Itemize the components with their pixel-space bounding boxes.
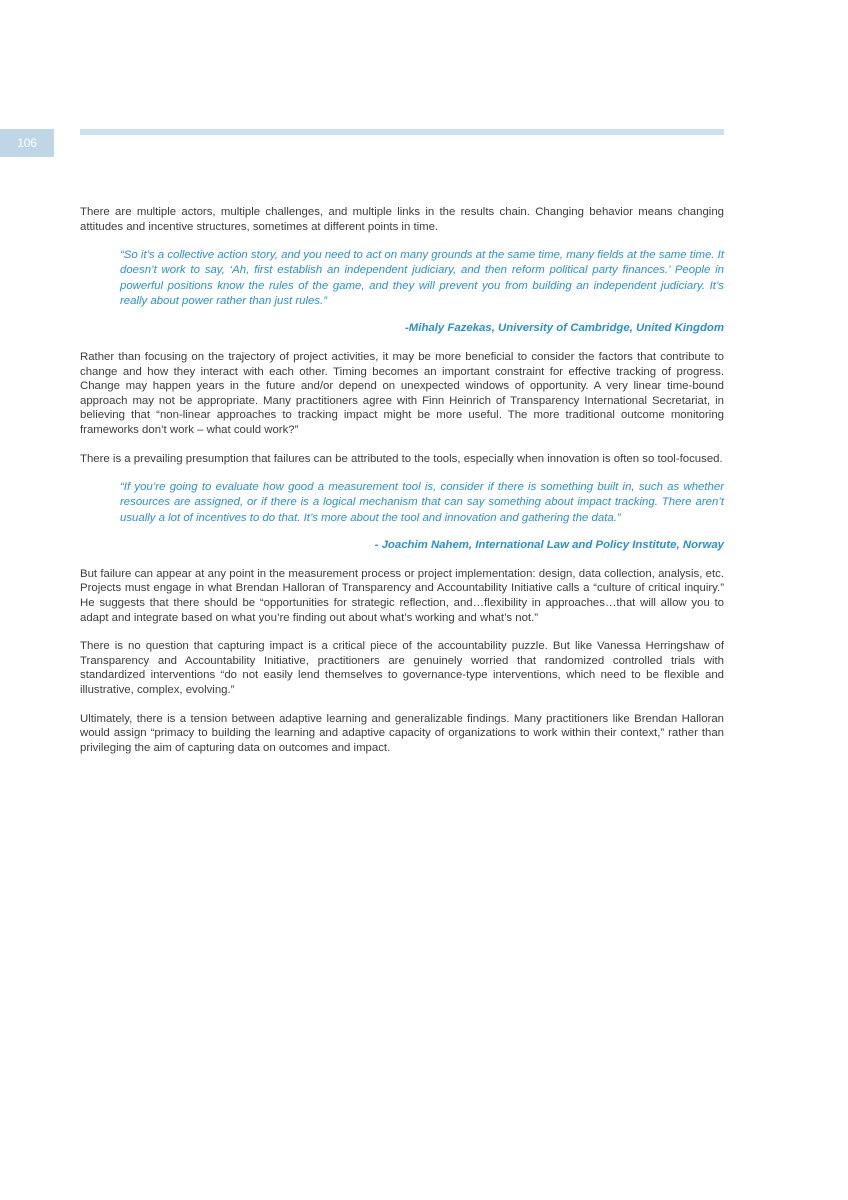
quote-1: “So it’s a collective action story, and you need to act on many grounds at the same time, many fields at the same time. It doesn’t work to say, ‘Ah, first establish an independent judiciary, and then reform political party finances.’ People in powerful positions know the rules of the game, and they will prevent you from building an independent judiciary. It’s really about power rather than just rules.” — [120, 249, 724, 307]
paragraph-3: There is a prevailing presumption that failures can be attributed to the tools, especially when innovation is often so tool-focused. — [80, 452, 723, 465]
paragraph-2: Rather than focusing on the trajectory of project activities, it may be more beneficial to consider the factors that contribute to change and how they interact with each other. Timing becomes an important constraint for effective tracking of progress. Change may happen years in the future and/or depend on unexpected windows of opportunity. A very linear time-bound approach may not be appropriate. Many practitioners agree with Finn Heinrich of Transparency International Secretariat, in believing that “non-linear approaches to tracking impact might be more useful. The more traditional outcome monitoring frameworks don’t work – what could work?” — [80, 351, 724, 436]
paragraph-5: There is no question that capturing impact is a critical piece of the accountability puzzle. But like Vanessa Herringshaw of Transparency and Accountability Initiative, practitioners are genuinely worried that randomized controlled trials with standardized interventions “do not easily lend themselves to governance-type interventions, which need to be flexible and illustrative, complex, evolving.” — [80, 640, 724, 696]
quote-2: “If you’re going to evaluate how good a measurement tool is, consider if there is something built in, such as whether resources are assigned, or if there is a logical mechanism that can say something about impact tracking. There aren’t usually a lot of incentives to do that. It’s more about the tool and innovation and gathering the data.” — [120, 481, 724, 524]
header-rule — [80, 129, 724, 135]
quote-1-attribution: -Mihaly Fazekas, University of Cambridge, United Kingdom — [405, 322, 724, 334]
paragraph-1: There are multiple actors, multiple challenges, and multiple links in the results chain. Changing behavior means changing attitudes and incentive structures, sometimes at different points in time. — [80, 206, 724, 233]
quote-2-attribution: - Joachim Nahem, International Law and Policy Institute, Norway — [374, 538, 724, 551]
paragraph-6: Ultimately, there is a tension between adaptive learning and generalizable findings. Many practitioners like Brendan Halloran would assign “primacy to building the learning and adaptive capacity of organizations to work within their context,” rather than privileging the aim of capturing data on outcomes and impact. — [80, 712, 724, 754]
paragraph-4: But failure can appear at any point in the measurement process or project implementation: design, data collection, analysis, etc. Projects must engage in what Brendan Halloran of Transparency and Accountability Initiative calls a “culture of critical inquiry.” He suggests that there should be “opportunities for strategic reflection, and…flexibility in approaches…that will allow you to adapt and integrate based on what you’re finding out about what’s working and what’s not.” — [80, 567, 724, 624]
page-body — [80, 205, 724, 769]
page-number: 106 — [0, 129, 54, 157]
